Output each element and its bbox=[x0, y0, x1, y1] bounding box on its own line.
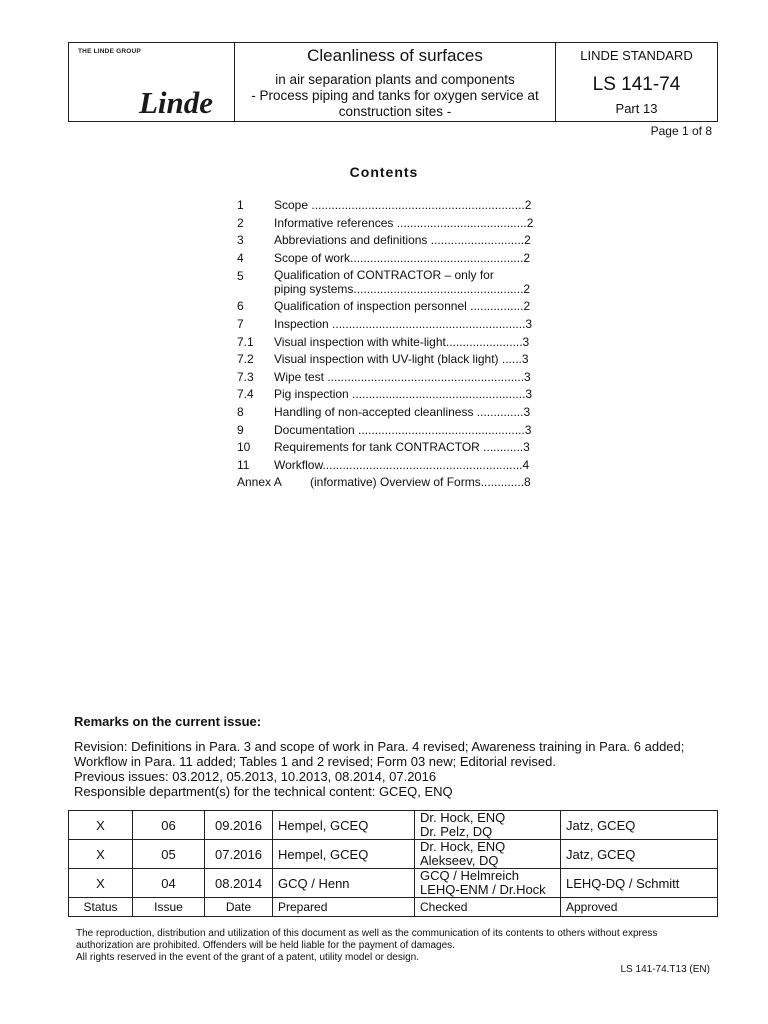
logo-cell bbox=[69, 43, 235, 121]
remarks-line: Previous issues: 03.2012, 05.2013, 10.2013, 08.2014, 07.2016 bbox=[74, 769, 437, 784]
toc-entry[interactable]: 9 Documentation ..................................................3 bbox=[237, 422, 532, 437]
standard-cell bbox=[556, 43, 717, 121]
remarks-line: Workflow in Para. 11 added; Tables 1 and 2 revised; Form 03 new; Editorial revised. bbox=[74, 754, 556, 769]
toc-entry[interactable]: 7.1 Visual inspection with white-light.......................3 bbox=[237, 334, 530, 349]
toc-entry[interactable]: 3 Abbreviations and definitions ............................2 bbox=[237, 233, 531, 248]
group-name: THE LINDE GROUP bbox=[78, 48, 141, 55]
linde-logo bbox=[137, 83, 229, 119]
title-cell bbox=[235, 43, 556, 121]
table-of-contents bbox=[237, 197, 549, 492]
document-subtitle: in air separation plants and components - Process piping and tanks for oxygen service at construction sites - bbox=[251, 72, 539, 119]
table-row: X 04 08.2014 GCQ / Henn GCQ / Helmreich LEHQ-ENM / Dr.Hock LEHQ-DQ / Schmitt bbox=[69, 869, 718, 898]
toc-entry[interactable]: 7 Inspection ..........................................................3 bbox=[237, 316, 533, 331]
toc-entry[interactable]: 7.2 Visual inspection with UV-light (black light) ......3 bbox=[237, 352, 529, 367]
toc-entry[interactable]: 1 Scope ................................................................2 bbox=[237, 198, 532, 212]
toc-entry[interactable]: 11 Workflow............................................................4 bbox=[237, 457, 530, 472]
remarks-line: Responsible department(s) for the technical content: GCEQ, ENQ bbox=[74, 784, 453, 799]
toc-entry[interactable]: 4 Scope of work....................................................2 bbox=[237, 250, 531, 265]
standard-label: LINDE STANDARD bbox=[580, 48, 693, 63]
toc-entry-annex[interactable]: Annex A (informative) Overview of Forms.............8 bbox=[237, 475, 531, 490]
table-row: X 05 07.2016 Hempel, GCEQ Dr. Hock, ENQ Alekseev, DQ Jatz, GCEQ bbox=[69, 840, 718, 869]
legal-notice: The reproduction, distribution and utilization of this document as well as the communication of its contents to others without express authorization are prohibited. Offenders will be held liable for the payment of damages. All rights reserved in the event of the grant of a patent, utility model or design. bbox=[76, 928, 658, 963]
remarks-line: Revision: Definitions in Para. 3 and scope of work in Para. 4 revised; Awareness training in Para. 6 added; bbox=[74, 739, 685, 754]
toc-entry[interactable]: 6 Qualification of inspection personnel ................2 bbox=[237, 299, 531, 314]
page-number: Page 1 of 8 bbox=[650, 124, 712, 138]
revision-table bbox=[68, 810, 718, 917]
toc-entry[interactable]: 8 Handling of non-accepted cleanliness ..............3 bbox=[237, 404, 531, 419]
document-title: Cleanliness of surfaces bbox=[307, 46, 483, 65]
remarks-section bbox=[74, 714, 714, 799]
document-id: LS 141-74.T13 (EN) bbox=[620, 964, 710, 975]
contents-title: Contents bbox=[349, 164, 419, 180]
table-header-row: Status Issue Date Prepared Checked Approved bbox=[69, 898, 718, 917]
table-row: X 06 09.2016 Hempel, GCEQ Dr. Hock, ENQ Dr. Pelz, DQ Jatz, GCEQ bbox=[69, 811, 718, 840]
toc-entry[interactable]: 10 Requirements for tank CONTRACTOR ............3 bbox=[237, 440, 530, 455]
toc-entry[interactable]: 7.4 Pig inspection ....................................................3 bbox=[237, 387, 533, 402]
svg-text:Linde: Linde bbox=[139, 85, 214, 119]
toc-entry[interactable]: 5 Qualification of CONTRACTOR – only for piping systems...................................................2 bbox=[237, 268, 531, 297]
standard-number: LS 141-74 bbox=[592, 74, 681, 95]
standard-part: Part 13 bbox=[615, 101, 658, 116]
toc-entry[interactable]: 7.3 Wipe test ...........................................................3 bbox=[237, 369, 531, 384]
remarks-title: Remarks on the current issue: bbox=[74, 714, 262, 729]
document-header bbox=[68, 42, 718, 122]
toc-entry[interactable]: 2 Informative references .......................................2 bbox=[237, 215, 534, 230]
